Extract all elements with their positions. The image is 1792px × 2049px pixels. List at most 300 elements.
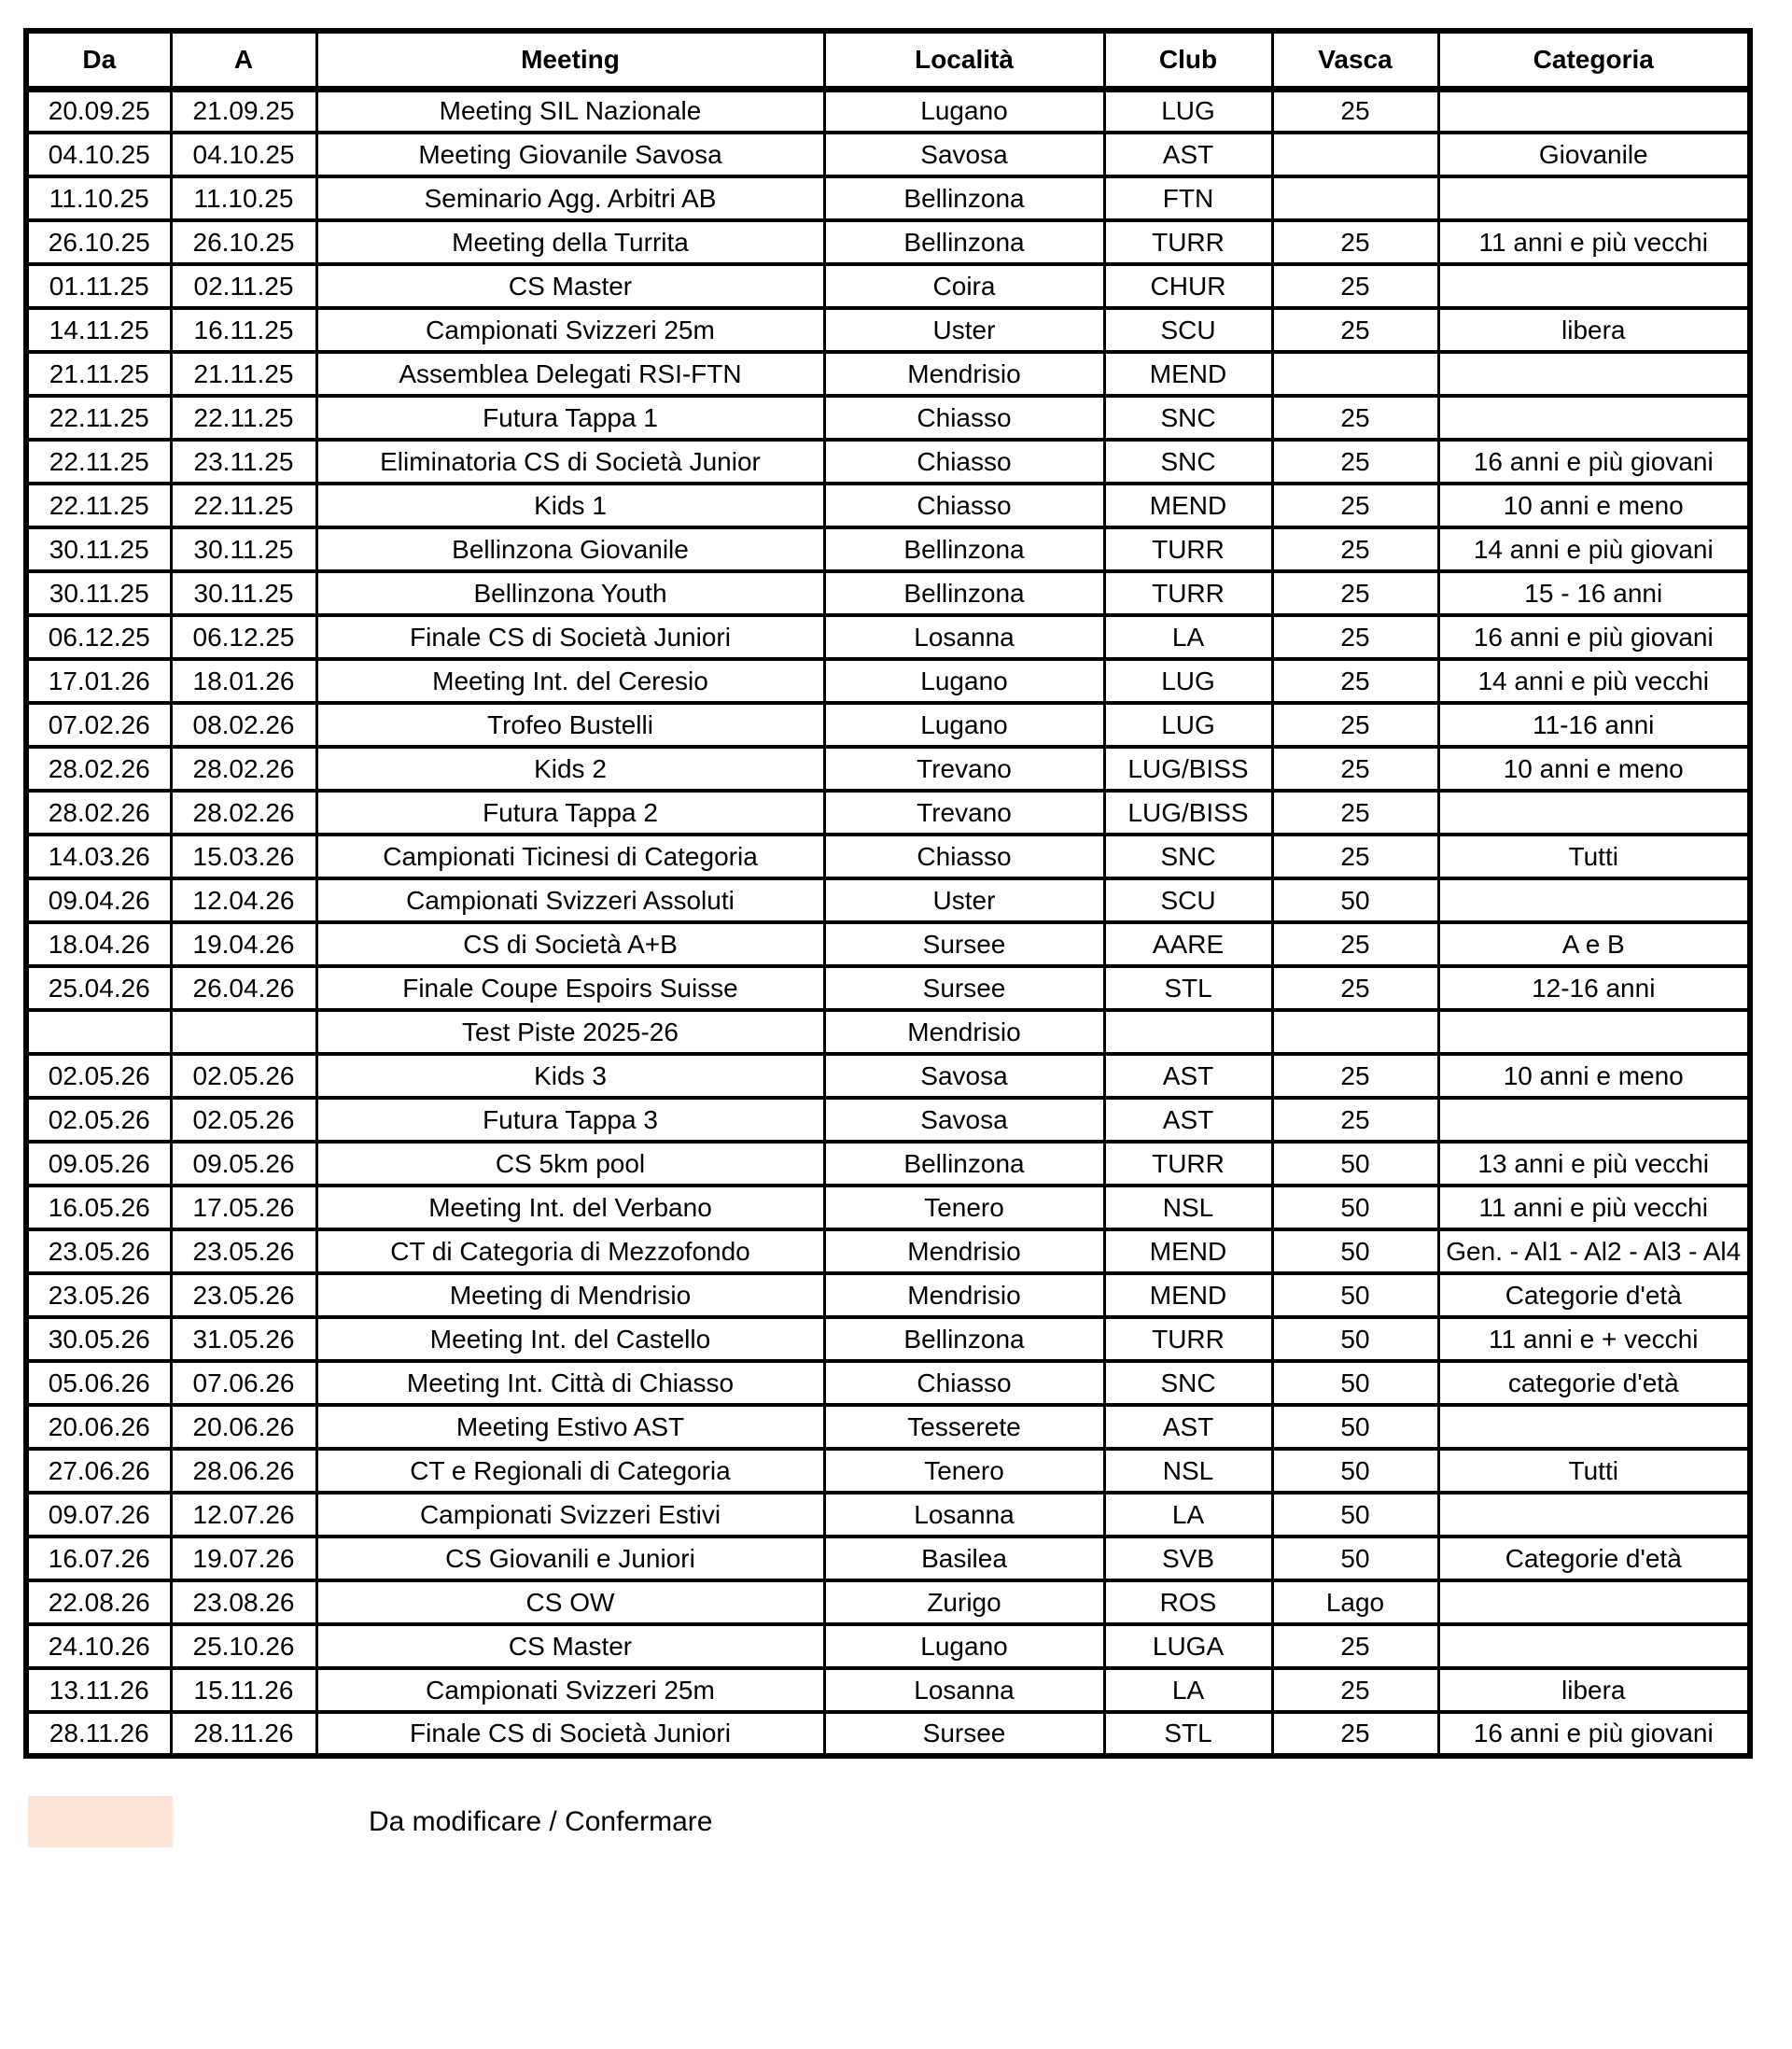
cell-categoria: Tutti bbox=[1438, 835, 1750, 878]
cell-meeting: Meeting di Mendrisio bbox=[316, 1273, 824, 1317]
cell-da: 09.04.26 bbox=[26, 878, 171, 922]
cell-meeting: Meeting Int. del Ceresio bbox=[316, 659, 824, 703]
cell-a: 19.07.26 bbox=[171, 1537, 316, 1580]
cell-vasca: 50 bbox=[1272, 1273, 1438, 1317]
cell-categoria bbox=[1438, 1405, 1750, 1449]
cell-club: MEND bbox=[1104, 352, 1272, 396]
header-meeting: Meeting bbox=[316, 31, 824, 89]
cell-club: TURR bbox=[1104, 1317, 1272, 1361]
cell-club: TURR bbox=[1104, 571, 1272, 615]
cell-meeting: Campionati Svizzeri 25m bbox=[316, 1668, 824, 1712]
cell-club: LUG bbox=[1104, 89, 1272, 133]
cell-a: 30.11.25 bbox=[171, 571, 316, 615]
header-vasca: Vasca bbox=[1272, 31, 1438, 89]
table-row bbox=[26, 89, 1750, 133]
table-row bbox=[26, 1712, 1750, 1756]
cell-localita: Savosa bbox=[824, 1098, 1104, 1142]
cell-club: FTN bbox=[1104, 176, 1272, 220]
cell-localita: Mendrisio bbox=[824, 1229, 1104, 1273]
cell-a: 28.11.26 bbox=[171, 1712, 316, 1756]
cell-meeting: Meeting Int. del Castello bbox=[316, 1317, 824, 1361]
cell-a: 17.05.26 bbox=[171, 1186, 316, 1229]
cell-a: 12.07.26 bbox=[171, 1493, 316, 1537]
cell-meeting: Campionati Svizzeri 25m bbox=[316, 308, 824, 352]
cell-a: 28.02.26 bbox=[171, 747, 316, 791]
cell-meeting: CT di Categoria di Mezzofondo bbox=[316, 1229, 824, 1273]
cell-localita: Lugano bbox=[824, 89, 1104, 133]
cell-localita: Tenero bbox=[824, 1449, 1104, 1493]
table-row bbox=[26, 659, 1750, 703]
legend-label: Da modificare / Confermare bbox=[369, 1805, 713, 1837]
cell-club: LUGA bbox=[1104, 1624, 1272, 1668]
cell-vasca: 25 bbox=[1272, 220, 1438, 264]
cell-club: AST bbox=[1104, 1098, 1272, 1142]
cell-meeting: Meeting Giovanile Savosa bbox=[316, 133, 824, 176]
cell-vasca: 25 bbox=[1272, 659, 1438, 703]
cell-meeting: Meeting della Turrita bbox=[316, 220, 824, 264]
cell-localita: Savosa bbox=[824, 1054, 1104, 1098]
table-row bbox=[26, 1361, 1750, 1405]
cell-da: 30.11.25 bbox=[26, 527, 171, 571]
cell-club: CHUR bbox=[1104, 264, 1272, 308]
cell-da bbox=[26, 1010, 171, 1054]
cell-a: 12.04.26 bbox=[171, 878, 316, 922]
cell-categoria: 11 anni e più vecchi bbox=[1438, 1186, 1750, 1229]
cell-club: AST bbox=[1104, 133, 1272, 176]
cell-meeting: CS Master bbox=[316, 264, 824, 308]
cell-vasca bbox=[1272, 352, 1438, 396]
cell-meeting: Futura Tappa 3 bbox=[316, 1098, 824, 1142]
cell-localita: Chiasso bbox=[824, 1361, 1104, 1405]
cell-categoria: A e B bbox=[1438, 922, 1750, 966]
cell-club: SCU bbox=[1104, 308, 1272, 352]
cell-da: 05.06.26 bbox=[26, 1361, 171, 1405]
cell-localita: Tesserete bbox=[824, 1405, 1104, 1449]
cell-club: SNC bbox=[1104, 440, 1272, 484]
cell-a: 22.11.25 bbox=[171, 484, 316, 527]
cell-meeting: Seminario Agg. Arbitri AB bbox=[316, 176, 824, 220]
cell-da: 23.05.26 bbox=[26, 1229, 171, 1273]
cell-a: 02.11.25 bbox=[171, 264, 316, 308]
cell-a: 30.11.25 bbox=[171, 527, 316, 571]
cell-localita: Uster bbox=[824, 308, 1104, 352]
cell-localita: Uster bbox=[824, 878, 1104, 922]
table-row bbox=[26, 1273, 1750, 1317]
cell-da: 30.11.25 bbox=[26, 571, 171, 615]
cell-meeting: Kids 1 bbox=[316, 484, 824, 527]
cell-da: 23.05.26 bbox=[26, 1273, 171, 1317]
table-row bbox=[26, 352, 1750, 396]
table-row bbox=[26, 1405, 1750, 1449]
cell-club: SCU bbox=[1104, 878, 1272, 922]
table-row bbox=[26, 1186, 1750, 1229]
cell-vasca: 25 bbox=[1272, 484, 1438, 527]
cell-localita: Lugano bbox=[824, 703, 1104, 747]
cell-categoria: 10 anni e meno bbox=[1438, 1054, 1750, 1098]
cell-club: SNC bbox=[1104, 396, 1272, 440]
cell-da: 24.10.26 bbox=[26, 1624, 171, 1668]
legend-peach-swatch bbox=[28, 1796, 173, 1847]
cell-club: LUG bbox=[1104, 703, 1272, 747]
cell-a: 23.11.25 bbox=[171, 440, 316, 484]
cell-vasca: 25 bbox=[1272, 1624, 1438, 1668]
cell-meeting: Finale CS di Società Juniori bbox=[316, 1712, 824, 1756]
cell-vasca bbox=[1272, 1010, 1438, 1054]
cell-a: 18.01.26 bbox=[171, 659, 316, 703]
cell-da: 01.11.25 bbox=[26, 264, 171, 308]
table-row bbox=[26, 527, 1750, 571]
table-row bbox=[26, 966, 1750, 1010]
cell-da: 26.10.25 bbox=[26, 220, 171, 264]
cell-meeting: Test Piste 2025-26 bbox=[316, 1010, 824, 1054]
cell-da: 16.05.26 bbox=[26, 1186, 171, 1229]
cell-meeting: Trofeo Bustelli bbox=[316, 703, 824, 747]
cell-club: MEND bbox=[1104, 1229, 1272, 1273]
cell-categoria bbox=[1438, 1580, 1750, 1624]
cell-meeting: Meeting Int. del Verbano bbox=[316, 1186, 824, 1229]
cell-da: 07.02.26 bbox=[26, 703, 171, 747]
cell-localita: Bellinzona bbox=[824, 1317, 1104, 1361]
cell-categoria bbox=[1438, 791, 1750, 835]
cell-da: 04.10.25 bbox=[26, 133, 171, 176]
cell-da: 28.02.26 bbox=[26, 791, 171, 835]
table-row bbox=[26, 440, 1750, 484]
table-row bbox=[26, 1098, 1750, 1142]
cell-vasca: 25 bbox=[1272, 1054, 1438, 1098]
cell-a: 07.06.26 bbox=[171, 1361, 316, 1405]
table-row bbox=[26, 484, 1750, 527]
cell-club: MEND bbox=[1104, 1273, 1272, 1317]
cell-categoria: libera bbox=[1438, 1668, 1750, 1712]
cell-meeting: Finale Coupe Espoirs Suisse bbox=[316, 966, 824, 1010]
cell-localita: Losanna bbox=[824, 1493, 1104, 1537]
cell-categoria: 12-16 anni bbox=[1438, 966, 1750, 1010]
cell-vasca: 50 bbox=[1272, 1493, 1438, 1537]
cell-meeting: Campionati Ticinesi di Categoria bbox=[316, 835, 824, 878]
cell-vasca: 25 bbox=[1272, 571, 1438, 615]
cell-categoria: 14 anni e più vecchi bbox=[1438, 659, 1750, 703]
header-a: A bbox=[171, 31, 316, 89]
table-row bbox=[26, 1317, 1750, 1361]
cell-club: SVB bbox=[1104, 1537, 1272, 1580]
cell-a: 21.11.25 bbox=[171, 352, 316, 396]
cell-meeting: CS 5km pool bbox=[316, 1142, 824, 1186]
cell-club: LA bbox=[1104, 1493, 1272, 1537]
table-row bbox=[26, 1229, 1750, 1273]
cell-categoria: 10 anni e meno bbox=[1438, 484, 1750, 527]
cell-localita: Chiasso bbox=[824, 440, 1104, 484]
cell-meeting: Meeting Estivo AST bbox=[316, 1405, 824, 1449]
cell-club: MEND bbox=[1104, 484, 1272, 527]
cell-a: 25.10.26 bbox=[171, 1624, 316, 1668]
header-localita: Località bbox=[824, 31, 1104, 89]
meetings-calendar-table bbox=[23, 28, 1753, 1759]
cell-categoria: 14 anni e più giovani bbox=[1438, 527, 1750, 571]
cell-a: 31.05.26 bbox=[171, 1317, 316, 1361]
cell-club: STL bbox=[1104, 1712, 1272, 1756]
cell-vasca: 50 bbox=[1272, 878, 1438, 922]
cell-da: 22.11.25 bbox=[26, 484, 171, 527]
cell-localita: Lugano bbox=[824, 659, 1104, 703]
cell-meeting: Campionati Svizzeri Estivi bbox=[316, 1493, 824, 1537]
cell-vasca: 25 bbox=[1272, 527, 1438, 571]
cell-da: 22.11.25 bbox=[26, 396, 171, 440]
cell-categoria: Giovanile bbox=[1438, 133, 1750, 176]
cell-localita: Tenero bbox=[824, 1186, 1104, 1229]
cell-localita: Sursee bbox=[824, 922, 1104, 966]
cell-vasca: Lago bbox=[1272, 1580, 1438, 1624]
cell-localita: Bellinzona bbox=[824, 176, 1104, 220]
cell-a: 02.05.26 bbox=[171, 1054, 316, 1098]
table-row bbox=[26, 1142, 1750, 1186]
cell-categoria: 11 anni e più vecchi bbox=[1438, 220, 1750, 264]
cell-vasca: 25 bbox=[1272, 922, 1438, 966]
cell-meeting: Eliminatoria CS di Società Junior bbox=[316, 440, 824, 484]
cell-localita: Savosa bbox=[824, 133, 1104, 176]
cell-da: 02.05.26 bbox=[26, 1098, 171, 1142]
cell-localita: Lugano bbox=[824, 1624, 1104, 1668]
cell-localita: Bellinzona bbox=[824, 571, 1104, 615]
cell-localita: Basilea bbox=[824, 1537, 1104, 1580]
cell-categoria: 16 anni e più giovani bbox=[1438, 615, 1750, 659]
cell-vasca: 25 bbox=[1272, 747, 1438, 791]
table-row bbox=[26, 176, 1750, 220]
table-row bbox=[26, 1624, 1750, 1668]
cell-a bbox=[171, 1010, 316, 1054]
cell-da: 11.10.25 bbox=[26, 176, 171, 220]
cell-club: AST bbox=[1104, 1405, 1272, 1449]
table-row bbox=[26, 264, 1750, 308]
cell-a: 28.02.26 bbox=[171, 791, 316, 835]
cell-meeting: CS OW bbox=[316, 1580, 824, 1624]
cell-a: 21.09.25 bbox=[171, 89, 316, 133]
cell-a: 26.04.26 bbox=[171, 966, 316, 1010]
cell-categoria: libera bbox=[1438, 308, 1750, 352]
cell-categoria: Categorie d'età bbox=[1438, 1537, 1750, 1580]
cell-categoria: Categorie d'età bbox=[1438, 1273, 1750, 1317]
cell-da: 16.07.26 bbox=[26, 1537, 171, 1580]
cell-categoria bbox=[1438, 1098, 1750, 1142]
cell-meeting: Campionati Svizzeri Assoluti bbox=[316, 878, 824, 922]
cell-localita: Mendrisio bbox=[824, 1273, 1104, 1317]
cell-meeting: Assemblea Delegati RSI-FTN bbox=[316, 352, 824, 396]
cell-a: 15.11.26 bbox=[171, 1668, 316, 1712]
cell-localita: Chiasso bbox=[824, 396, 1104, 440]
cell-localita: Losanna bbox=[824, 1668, 1104, 1712]
table-row bbox=[26, 835, 1750, 878]
cell-vasca: 25 bbox=[1272, 89, 1438, 133]
cell-meeting: CS Master bbox=[316, 1624, 824, 1668]
cell-club: LUG/BISS bbox=[1104, 791, 1272, 835]
table-row bbox=[26, 1493, 1750, 1537]
cell-a: 02.05.26 bbox=[171, 1098, 316, 1142]
table-row bbox=[26, 922, 1750, 966]
cell-da: 21.11.25 bbox=[26, 352, 171, 396]
cell-a: 22.11.25 bbox=[171, 396, 316, 440]
cell-da: 14.11.25 bbox=[26, 308, 171, 352]
table-row bbox=[26, 396, 1750, 440]
cell-vasca: 25 bbox=[1272, 264, 1438, 308]
table-row bbox=[26, 571, 1750, 615]
cell-categoria bbox=[1438, 1493, 1750, 1537]
cell-a: 20.06.26 bbox=[171, 1405, 316, 1449]
table-row bbox=[26, 1010, 1750, 1054]
cell-meeting: Bellinzona Giovanile bbox=[316, 527, 824, 571]
cell-localita: Chiasso bbox=[824, 835, 1104, 878]
cell-da: 06.12.25 bbox=[26, 615, 171, 659]
cell-vasca bbox=[1272, 176, 1438, 220]
cell-a: 23.08.26 bbox=[171, 1580, 316, 1624]
cell-club: NSL bbox=[1104, 1186, 1272, 1229]
cell-localita: Mendrisio bbox=[824, 1010, 1104, 1054]
cell-categoria: 11 anni e + vecchi bbox=[1438, 1317, 1750, 1361]
cell-a: 15.03.26 bbox=[171, 835, 316, 878]
cell-vasca bbox=[1272, 133, 1438, 176]
cell-localita: Trevano bbox=[824, 747, 1104, 791]
cell-localita: Zurigo bbox=[824, 1580, 1104, 1624]
legend bbox=[28, 1796, 1792, 1847]
cell-club: LUG bbox=[1104, 659, 1272, 703]
cell-a: 19.04.26 bbox=[171, 922, 316, 966]
cell-da: 22.08.26 bbox=[26, 1580, 171, 1624]
table-body bbox=[26, 89, 1750, 1756]
table-row bbox=[26, 703, 1750, 747]
cell-da: 13.11.26 bbox=[26, 1668, 171, 1712]
cell-categoria: 10 anni e meno bbox=[1438, 747, 1750, 791]
cell-club: LA bbox=[1104, 1668, 1272, 1712]
cell-categoria bbox=[1438, 1624, 1750, 1668]
cell-vasca: 25 bbox=[1272, 615, 1438, 659]
cell-da: 25.04.26 bbox=[26, 966, 171, 1010]
cell-localita: Mendrisio bbox=[824, 352, 1104, 396]
cell-club: TURR bbox=[1104, 527, 1272, 571]
cell-vasca: 50 bbox=[1272, 1405, 1438, 1449]
cell-club: LUG/BISS bbox=[1104, 747, 1272, 791]
cell-da: 14.03.26 bbox=[26, 835, 171, 878]
cell-localita: Bellinzona bbox=[824, 1142, 1104, 1186]
table-row bbox=[26, 133, 1750, 176]
cell-vasca: 25 bbox=[1272, 396, 1438, 440]
cell-vasca: 50 bbox=[1272, 1317, 1438, 1361]
cell-vasca: 50 bbox=[1272, 1449, 1438, 1493]
cell-club bbox=[1104, 1010, 1272, 1054]
cell-da: 09.07.26 bbox=[26, 1493, 171, 1537]
cell-a: 23.05.26 bbox=[171, 1273, 316, 1317]
cell-vasca: 25 bbox=[1272, 1712, 1438, 1756]
cell-a: 04.10.25 bbox=[171, 133, 316, 176]
cell-club: NSL bbox=[1104, 1449, 1272, 1493]
header-club: Club bbox=[1104, 31, 1272, 89]
cell-localita: Sursee bbox=[824, 966, 1104, 1010]
table-row bbox=[26, 878, 1750, 922]
cell-meeting: Kids 2 bbox=[316, 747, 824, 791]
cell-club: STL bbox=[1104, 966, 1272, 1010]
cell-localita: Bellinzona bbox=[824, 220, 1104, 264]
cell-vasca: 25 bbox=[1272, 791, 1438, 835]
cell-club: TURR bbox=[1104, 220, 1272, 264]
table-row bbox=[26, 1449, 1750, 1493]
cell-categoria: 11-16 anni bbox=[1438, 703, 1750, 747]
cell-da: 28.02.26 bbox=[26, 747, 171, 791]
cell-meeting: Futura Tappa 2 bbox=[316, 791, 824, 835]
cell-localita: Sursee bbox=[824, 1712, 1104, 1756]
cell-vasca: 50 bbox=[1272, 1537, 1438, 1580]
cell-meeting: Finale CS di Società Juniori bbox=[316, 615, 824, 659]
cell-a: 11.10.25 bbox=[171, 176, 316, 220]
cell-vasca: 25 bbox=[1272, 1668, 1438, 1712]
cell-a: 23.05.26 bbox=[171, 1229, 316, 1273]
cell-meeting: Meeting SIL Nazionale bbox=[316, 89, 824, 133]
header-da: Da bbox=[26, 31, 171, 89]
cell-categoria bbox=[1438, 176, 1750, 220]
cell-da: 22.11.25 bbox=[26, 440, 171, 484]
cell-vasca: 25 bbox=[1272, 1098, 1438, 1142]
table-row bbox=[26, 308, 1750, 352]
cell-vasca: 25 bbox=[1272, 308, 1438, 352]
header-row bbox=[26, 31, 1750, 89]
cell-club: LA bbox=[1104, 615, 1272, 659]
cell-meeting: Meeting Int. Città di Chiasso bbox=[316, 1361, 824, 1405]
cell-categoria: 16 anni e più giovani bbox=[1438, 1712, 1750, 1756]
cell-meeting: CT e Regionali di Categoria bbox=[316, 1449, 824, 1493]
cell-localita: Coira bbox=[824, 264, 1104, 308]
cell-da: 27.06.26 bbox=[26, 1449, 171, 1493]
cell-club: ROS bbox=[1104, 1580, 1272, 1624]
cell-da: 20.06.26 bbox=[26, 1405, 171, 1449]
cell-meeting: Bellinzona Youth bbox=[316, 571, 824, 615]
table-row bbox=[26, 1668, 1750, 1712]
cell-categoria bbox=[1438, 878, 1750, 922]
cell-meeting: Kids 3 bbox=[316, 1054, 824, 1098]
cell-categoria: 16 anni e più giovani bbox=[1438, 440, 1750, 484]
table-row bbox=[26, 1537, 1750, 1580]
cell-meeting: Futura Tappa 1 bbox=[316, 396, 824, 440]
cell-categoria bbox=[1438, 1010, 1750, 1054]
cell-categoria: 15 - 16 anni bbox=[1438, 571, 1750, 615]
cell-club: SNC bbox=[1104, 1361, 1272, 1405]
cell-a: 16.11.25 bbox=[171, 308, 316, 352]
cell-meeting: CS di Società A+B bbox=[316, 922, 824, 966]
cell-a: 06.12.25 bbox=[171, 615, 316, 659]
cell-club: SNC bbox=[1104, 835, 1272, 878]
cell-club: AST bbox=[1104, 1054, 1272, 1098]
cell-vasca: 50 bbox=[1272, 1361, 1438, 1405]
cell-localita: Losanna bbox=[824, 615, 1104, 659]
cell-localita: Trevano bbox=[824, 791, 1104, 835]
cell-categoria: Tutti bbox=[1438, 1449, 1750, 1493]
cell-meeting: CS Giovanili e Juniori bbox=[316, 1537, 824, 1580]
cell-vasca: 50 bbox=[1272, 1229, 1438, 1273]
table-row bbox=[26, 1580, 1750, 1624]
cell-categoria bbox=[1438, 352, 1750, 396]
cell-a: 28.06.26 bbox=[171, 1449, 316, 1493]
cell-categoria: 13 anni e più vecchi bbox=[1438, 1142, 1750, 1186]
table-row bbox=[26, 791, 1750, 835]
cell-categoria: Gen. - Al1 - Al2 - Al3 - Al4 bbox=[1438, 1229, 1750, 1273]
cell-localita: Chiasso bbox=[824, 484, 1104, 527]
header-categoria: Categoria bbox=[1438, 31, 1750, 89]
cell-a: 26.10.25 bbox=[171, 220, 316, 264]
cell-categoria bbox=[1438, 89, 1750, 133]
cell-categoria bbox=[1438, 264, 1750, 308]
cell-vasca: 50 bbox=[1272, 1142, 1438, 1186]
table-row bbox=[26, 220, 1750, 264]
cell-vasca: 25 bbox=[1272, 966, 1438, 1010]
cell-da: 28.11.26 bbox=[26, 1712, 171, 1756]
cell-da: 17.01.26 bbox=[26, 659, 171, 703]
cell-da: 30.05.26 bbox=[26, 1317, 171, 1361]
cell-a: 08.02.26 bbox=[171, 703, 316, 747]
